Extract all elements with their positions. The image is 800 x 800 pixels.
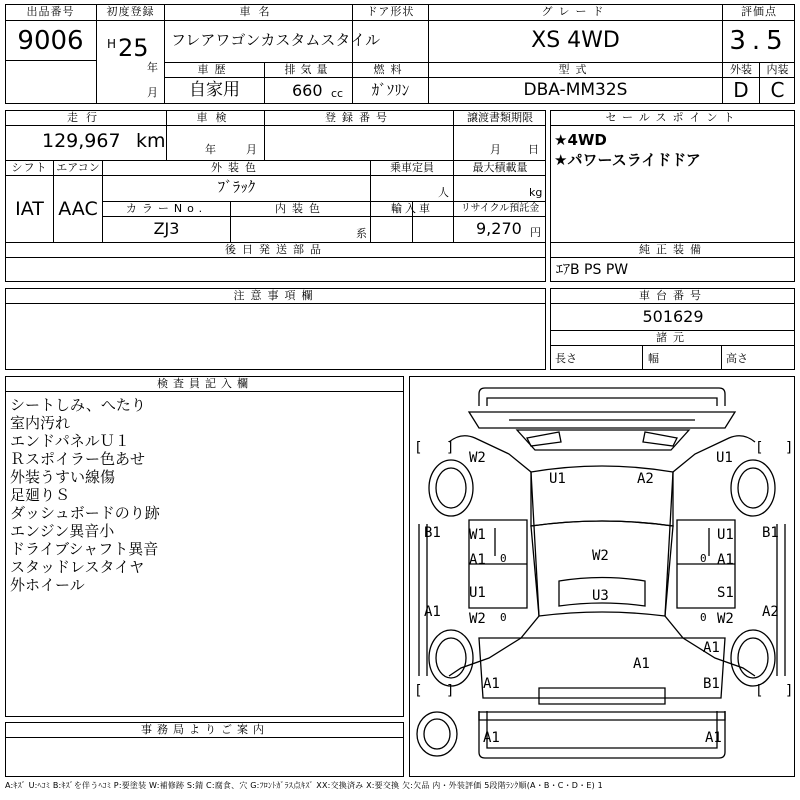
- inspector-note: エンジン異音小: [10, 522, 115, 540]
- chassis-value: 501629: [642, 307, 704, 326]
- inspector-label: 検査員記入欄: [157, 377, 253, 390]
- sales-point-item: ★4WD: [554, 131, 607, 149]
- lot-number: 9006: [17, 26, 84, 56]
- equipment-value: ｴｱB PS PW: [556, 262, 629, 278]
- mark-skirt-right: A2: [762, 604, 779, 620]
- first-reg-year-unit: 年: [147, 61, 158, 74]
- aircon-label: エアコン: [56, 161, 100, 174]
- mark-door-fl2: A1: [469, 552, 486, 568]
- int-label: 内装: [766, 63, 789, 76]
- inspection-label: 車検: [196, 111, 235, 124]
- inspector-note: 外ホイール: [10, 576, 85, 594]
- inspection-year-unit: 年: [205, 143, 216, 156]
- inspector-note: ドライブシャフト異音: [10, 540, 159, 558]
- mark-skirt-left: A1: [424, 604, 441, 620]
- mark-bracket: ]: [446, 683, 455, 699]
- inspector-note: 外装うすい線傷: [10, 468, 116, 486]
- history-value: 自家用: [189, 80, 240, 100]
- sales-point-item: ★パワースライドドア: [554, 151, 701, 169]
- inspector-note: ダッシュボードのり跡: [10, 504, 160, 522]
- inspector-note: エンドパネルＵ１: [10, 432, 130, 450]
- color-no-value: ZJ3: [153, 219, 180, 238]
- sales-points-list: [554, 130, 701, 170]
- inspection-month-unit: 月: [246, 143, 257, 156]
- later-parts-label: 後日発送部品: [225, 243, 327, 256]
- ext-color-label: 外装色: [211, 161, 262, 174]
- mark-rear-left: A1: [483, 676, 500, 692]
- transfer-day-unit: 日: [528, 143, 539, 156]
- mark-door-fl: W1: [469, 527, 486, 543]
- chassis-label: 車台番号: [639, 289, 707, 302]
- displacement-value: 660: [292, 81, 323, 100]
- model-label: 型式: [558, 63, 593, 76]
- capacity-unit: 人: [438, 186, 449, 199]
- dims-length: 長さ: [555, 352, 577, 365]
- reg-no-label: 登録番号: [325, 111, 393, 124]
- mileage-label: 走行: [67, 111, 105, 124]
- score-label: 評価点: [741, 5, 777, 18]
- ext-score: D: [733, 78, 749, 102]
- car-name-value: フレアワゴンカスタムスタイル: [171, 31, 381, 49]
- mark-rear-right: B1: [703, 676, 720, 692]
- inspector-notes-list: [10, 396, 160, 594]
- dims-height: 高さ: [726, 352, 748, 365]
- first-reg-label: 初度登録: [106, 5, 155, 18]
- door-label: ドア形状: [366, 5, 415, 18]
- first-reg-era: H: [107, 37, 117, 51]
- shift-value: IAT: [15, 198, 44, 220]
- mark-door-rl2: W2: [469, 611, 486, 627]
- max-load-label: 最大積載量: [472, 161, 528, 174]
- displacement-unit: cc: [331, 87, 344, 100]
- notes-label: 注意事項欄: [233, 289, 319, 302]
- rear-outline: [479, 638, 725, 698]
- color-no-label: カラーNo.: [125, 202, 208, 215]
- legend-text: A:ｷｽﾞ U:ﾍｺﾐ B:ｷｽﾞを伴うﾍｺﾐ P:要塗装 W:補修跡 S:錆 C:腐食、穴 G:ﾌﾛﾝﾄｶﾞﾗｽ点ｷｽﾞ XX:交換済み X:要交換 欠:欠品 内・外装評価 5段階ﾗﾝｸ順(A・B・C・D・E) 1: [5, 781, 603, 790]
- recycle-value: 9,270: [476, 219, 522, 238]
- inspector-note: Ｒスポイラー色あせ: [10, 450, 146, 468]
- dims-width: 幅: [648, 352, 659, 365]
- mark-door-fr: U1: [717, 527, 734, 543]
- capacity-label: 乗車定員: [390, 161, 434, 174]
- mark-bracket: [: [755, 440, 764, 456]
- mark-bracket: [: [755, 683, 764, 699]
- car-name-label: 車名: [239, 5, 278, 18]
- mark-bracket: [: [414, 683, 423, 699]
- int-color-unit: 系: [356, 227, 367, 240]
- recycle-label: リサイクル預託金: [460, 203, 540, 214]
- office-label: 事務局よりご案内: [141, 723, 269, 736]
- mileage-value: 129,967: [42, 130, 121, 152]
- fuel-value: ｶﾞｿﾘﾝ: [371, 81, 410, 99]
- mark-roof-left: U1: [549, 471, 566, 487]
- inspector-note: 室内汚れ: [10, 414, 71, 432]
- equipment-label: 純正装備: [639, 243, 707, 256]
- mark-side-right: B1: [762, 525, 779, 541]
- first-reg-year: 25: [118, 34, 149, 62]
- displacement-label: 排気量: [284, 63, 333, 76]
- ext-color-value: ﾌﾞﾗｯｸ: [217, 178, 256, 196]
- ext-label: 外装: [730, 63, 752, 76]
- shift-label: シフト: [11, 161, 48, 174]
- int-score: C: [770, 78, 785, 102]
- mark-door-rr: S1: [717, 585, 734, 601]
- mileage-unit: km: [136, 130, 166, 152]
- first-reg-month-unit: 月: [147, 86, 158, 99]
- mark-rear-center: A1: [633, 656, 650, 672]
- sales-points-label: セールスポイント: [605, 111, 741, 124]
- recycle-unit: 円: [530, 226, 541, 239]
- mark-door-rr2: W2: [717, 611, 734, 627]
- mark-door-rl: U1: [469, 585, 486, 601]
- mark-bracket: ]: [785, 440, 794, 456]
- rear-bumper-outline: [479, 711, 725, 758]
- mark-center: W2: [592, 548, 609, 564]
- inspector-note: シートしみ、へたり: [10, 396, 146, 414]
- mark-front-left: W2: [469, 450, 486, 466]
- mark-handle-l: 0: [500, 552, 507, 565]
- transfer-month-unit: 月: [490, 143, 501, 156]
- transfer-label: 譲渡書類期限: [467, 111, 533, 124]
- lot-label: 出品番号: [26, 5, 75, 18]
- mark-bracket: [: [414, 440, 423, 456]
- mark-bumper-right: A1: [705, 730, 722, 746]
- car-diagram: [409, 376, 795, 777]
- mark-door-fr2: A1: [717, 552, 734, 568]
- mark-handle-r: 0: [700, 552, 707, 565]
- mark-center-rear: U3: [592, 588, 609, 604]
- mark-bracket: ]: [446, 440, 455, 456]
- mark-handle-l2: 0: [500, 611, 507, 624]
- inspector-note: スタッドレスタイヤ: [10, 558, 145, 576]
- mark-handle-r2: 0: [700, 611, 707, 624]
- inspector-note: 足廻りＳ: [10, 486, 71, 504]
- mark-rear-right-upper: A1: [703, 640, 720, 656]
- max-load-unit: kg: [529, 186, 543, 199]
- fuel-label: 燃料: [373, 63, 408, 76]
- history-label: 車歴: [197, 63, 232, 76]
- mark-front-right: U1: [716, 450, 733, 466]
- grade-label: グレード: [541, 5, 610, 18]
- int-color-label: 内装色: [275, 202, 326, 215]
- import-label: 輸入車: [391, 202, 433, 215]
- mark-bracket: ]: [785, 683, 794, 699]
- aircon-value: AAC: [58, 198, 98, 220]
- front-bumper-outline: [479, 388, 725, 406]
- score-value: 3.5: [729, 26, 789, 56]
- windshield-outline: [517, 430, 689, 450]
- mark-side-left: B1: [424, 525, 441, 541]
- grade-value: XS 4WD: [531, 28, 620, 53]
- mark-roof-right: A2: [637, 471, 654, 487]
- mark-bumper-left: A1: [483, 730, 500, 746]
- model-value: DBA-MM32S: [523, 80, 628, 100]
- dims-label: 諸元: [656, 331, 690, 344]
